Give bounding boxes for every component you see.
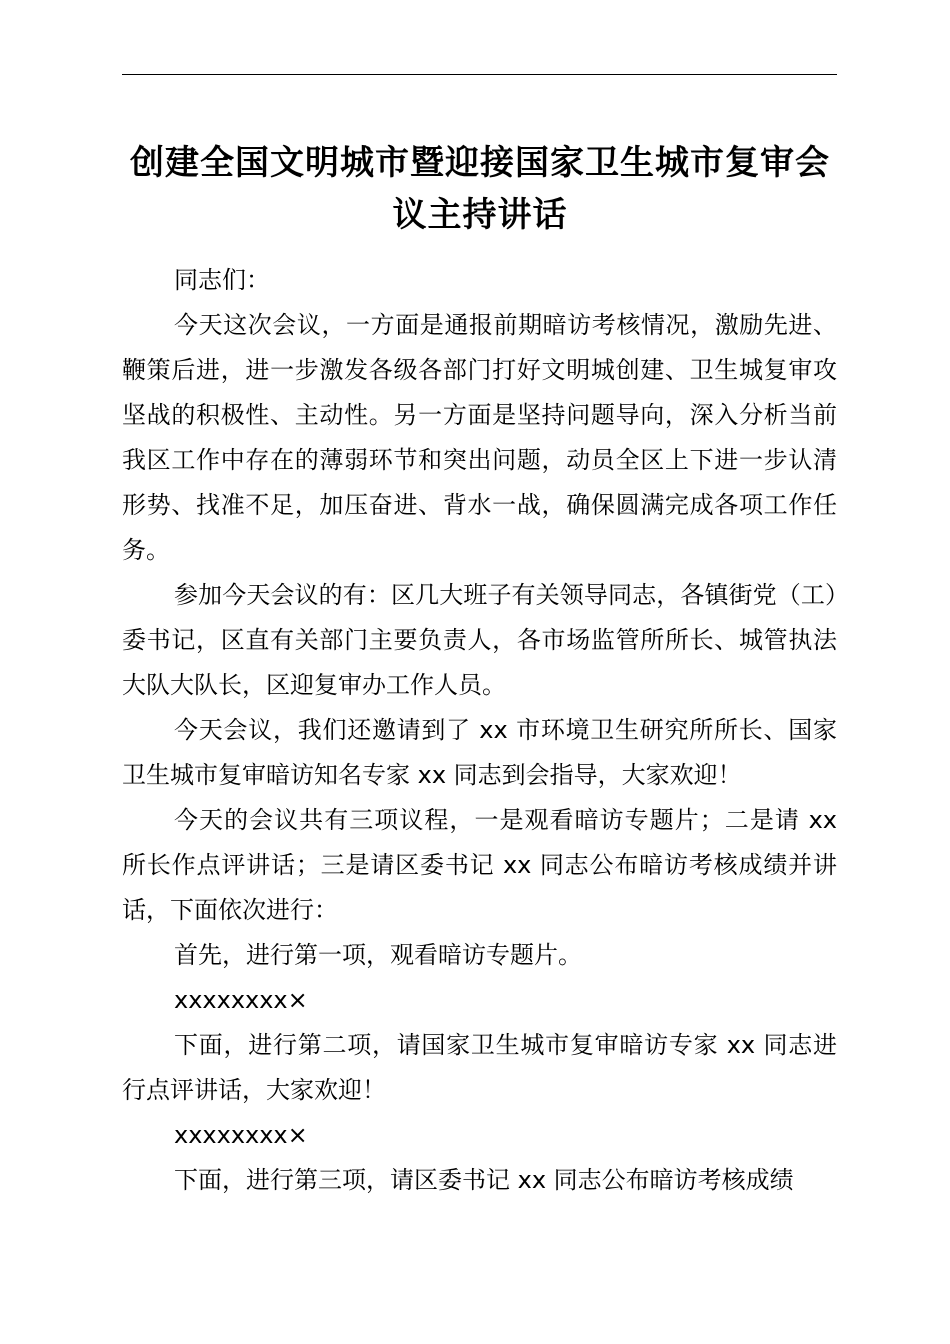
title-line-2: 议主持讲话 [392, 195, 568, 235]
document-title [115, 137, 845, 241]
header-rule [122, 74, 837, 75]
document-body [122, 258, 837, 1203]
paragraph-agenda: 今天的会议共有三项议程，一是观看暗访专题片；二是请 xx 所长作点评讲话；三是请区委书记 xx 同志公布暗访考核成绩并讲话，下面依次进行： [122, 806, 837, 924]
paragraph-meeting-purpose: 今天这次会议，一方面是通报前期暗访考核情况，激励先进、鞭策后进，进一步激发各级各部门打好文明城创建、卫生城复审攻坚战的积极性、主动性。另一方面是坚持问题导向，深入分析当前我区工作中存在的薄弱环节和突出问题，动员全区上下进一步认清形势、找准不足，加压奋进、背水一战，确保圆满完成各项工作任务。 [122, 311, 837, 564]
title-line-1: 创建全国文明城市暨迎接国家卫生城市复审会 [130, 143, 830, 183]
paragraph-attendees: 参加今天会议的有：区几大班子有关领导同志，各镇街党（工）委书记，区直有关部门主要负责人，各市场监管所所长、城管执法大队大队长，区迎复审办工作人员。 [122, 581, 837, 699]
placeholder-line: xxxxxxxx× [174, 1121, 308, 1149]
paragraph-item-three: 下面，进行第三项，请区委书记 xx 同志公布暗访考核成绩 [174, 1166, 794, 1194]
placeholder-line: xxxxxxxx× [174, 986, 308, 1014]
paragraph-guest-welcome: 今天会议，我们还邀请到了 xx 市环境卫生研究所所长、国家卫生城市复审暗访知名专家 xx 同志到会指导，大家欢迎！ [122, 716, 837, 789]
salutation: 同志们： [174, 266, 270, 294]
paragraph-item-two: 下面，进行第二项，请国家卫生城市复审暗访专家 xx 同志进行点评讲话，大家欢迎！ [122, 1031, 837, 1104]
paragraph-item-one: 首先，进行第一项，观看暗访专题片。 [174, 941, 582, 969]
